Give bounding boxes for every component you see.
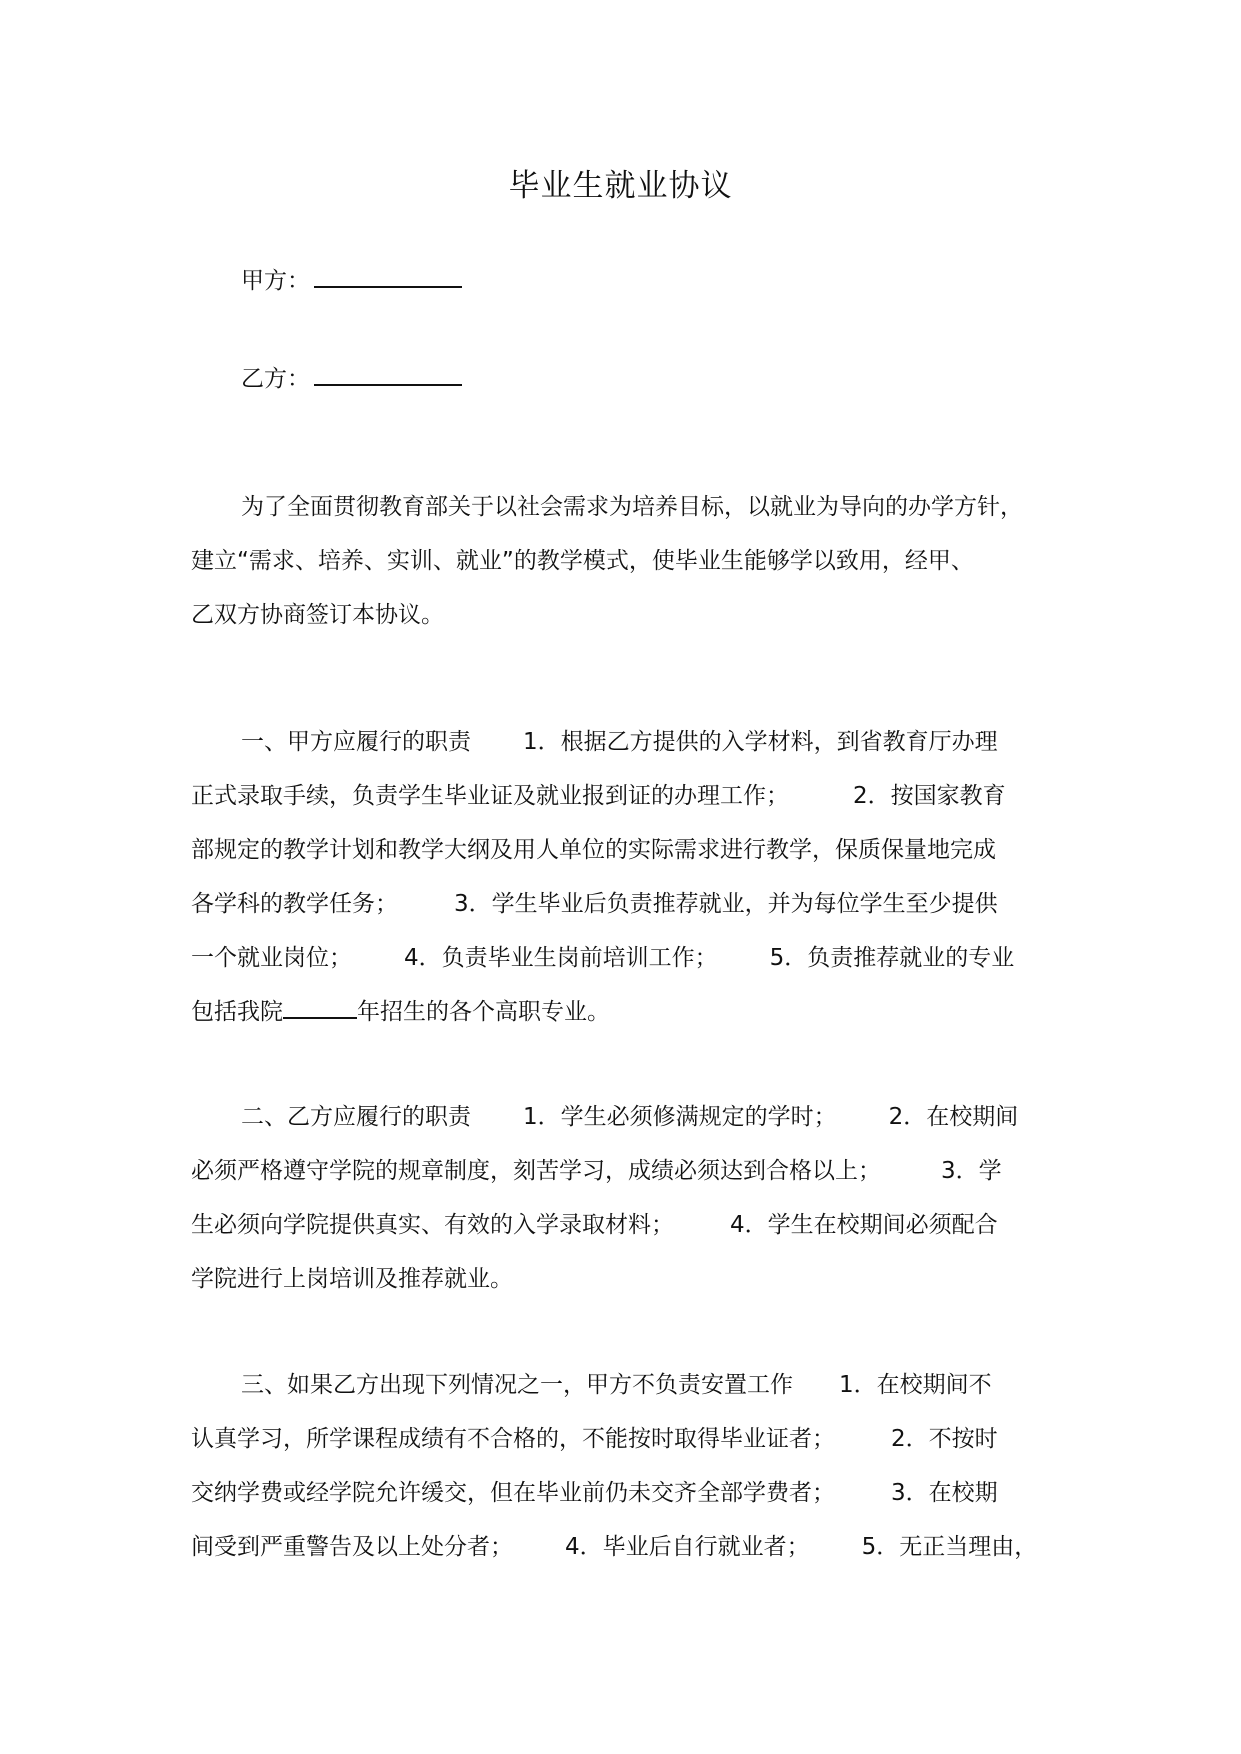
paragraph-line (191, 931, 1061, 985)
paragraph-line (191, 1144, 1061, 1198)
party-a-line (241, 262, 462, 295)
clause-text: 3．学生毕业后负责推荐就业，并为每位学生至少提供 (454, 891, 998, 917)
clause-text: 4．负责毕业生岗前培训工作； (404, 945, 718, 971)
intro-paragraph (191, 480, 1061, 642)
clause-text: 1．学生必须修满规定的学时； (523, 1104, 837, 1130)
clause-text: 1．在校期间不 (839, 1372, 992, 1398)
paragraph-line: 学院进行上岗培训及推荐就业。 (191, 1266, 513, 1292)
party-a-blank[interactable] (314, 264, 462, 288)
paragraph-line (191, 1198, 1061, 1252)
paragraph-line (191, 1090, 1061, 1144)
paragraph-line (191, 769, 1061, 823)
page-title: 毕业生就业协议 (508, 168, 733, 204)
clause-text: 4．毕业后自行就业者； (565, 1534, 810, 1560)
clause-text: 认真学习，所学课程成绩有不合格的，不能按时取得毕业证者； (191, 1426, 835, 1452)
paragraph-line: 部规定的教学计划和教学大纲及用人单位的实际需求进行教学，保质保量地完成 (191, 837, 996, 863)
intro-line: 建立“需求、培养、实训、就业”的教学模式，使毕业生能够学以致用，经甲、 (191, 548, 974, 574)
paragraph-line (191, 1466, 1061, 1520)
section-party-b-duties (191, 1090, 1061, 1306)
section-heading: 二、乙方应履行的职责 (241, 1104, 471, 1130)
clause-text: 5．负责推荐就业的专业 (769, 945, 1015, 971)
paragraph-line (191, 1358, 1061, 1412)
clause-text: 2．按国家教育 (853, 783, 1006, 809)
clause-text: 一个就业岗位； (191, 945, 352, 971)
clause-text: 年招生的各个高职专业。 (357, 999, 610, 1025)
paragraph-line (191, 1412, 1061, 1466)
party-a-label: 甲方： (241, 268, 310, 294)
paragraph-line (191, 985, 1061, 1039)
section-heading: 一、甲方应履行的职责 (241, 729, 471, 755)
party-b-blank[interactable] (314, 362, 462, 386)
section-party-a-duties (191, 715, 1061, 1039)
section-heading: 三、如果乙方出现下列情况之一，甲方不负责安置工作 (241, 1372, 793, 1398)
intro-line: 乙双方协商签订本协议。 (191, 602, 444, 628)
clause-text: 4．学生在校期间必须配合 (730, 1212, 998, 1238)
clause-text: 5．无正当理由， (861, 1534, 1038, 1560)
clause-text: 生必须向学院提供真实、有效的入学录取材料； (191, 1212, 674, 1238)
clause-text: 必须严格遵守学院的规章制度，刻苦学习，成绩必须达到合格以上； (191, 1158, 881, 1184)
clause-text: 3．在校期 (891, 1480, 998, 1506)
clause-text: 3．学 (941, 1158, 1002, 1184)
section-exemptions (191, 1358, 1061, 1574)
clause-text: 包括我院 (191, 999, 283, 1025)
party-b-label: 乙方： (241, 366, 310, 392)
paragraph-line (191, 877, 1061, 931)
year-blank[interactable] (283, 997, 357, 1019)
clause-text: 2．不按时 (891, 1426, 998, 1452)
paragraph-line (191, 1520, 1061, 1574)
clause-text: 1．根据乙方提供的入学材料，到省教育厅办理 (523, 729, 998, 755)
party-b-line (241, 360, 462, 393)
intro-line: 为了全面贯彻教育部关于以社会需求为培养目标，以就业为导向的办学方针， (241, 494, 1023, 520)
clause-text: 各学科的教学任务； (191, 891, 398, 917)
clause-text: 2．在校期间 (888, 1104, 1019, 1130)
clause-text: 间受到严重警告及以上处分者； (191, 1534, 513, 1560)
paragraph-line (191, 715, 1061, 769)
clause-text: 正式录取手续，负责学生毕业证及就业报到证的办理工作； (191, 783, 789, 809)
clause-text: 交纳学费或经学院允许缓交，但在毕业前仍未交齐全部学费者； (191, 1480, 835, 1506)
